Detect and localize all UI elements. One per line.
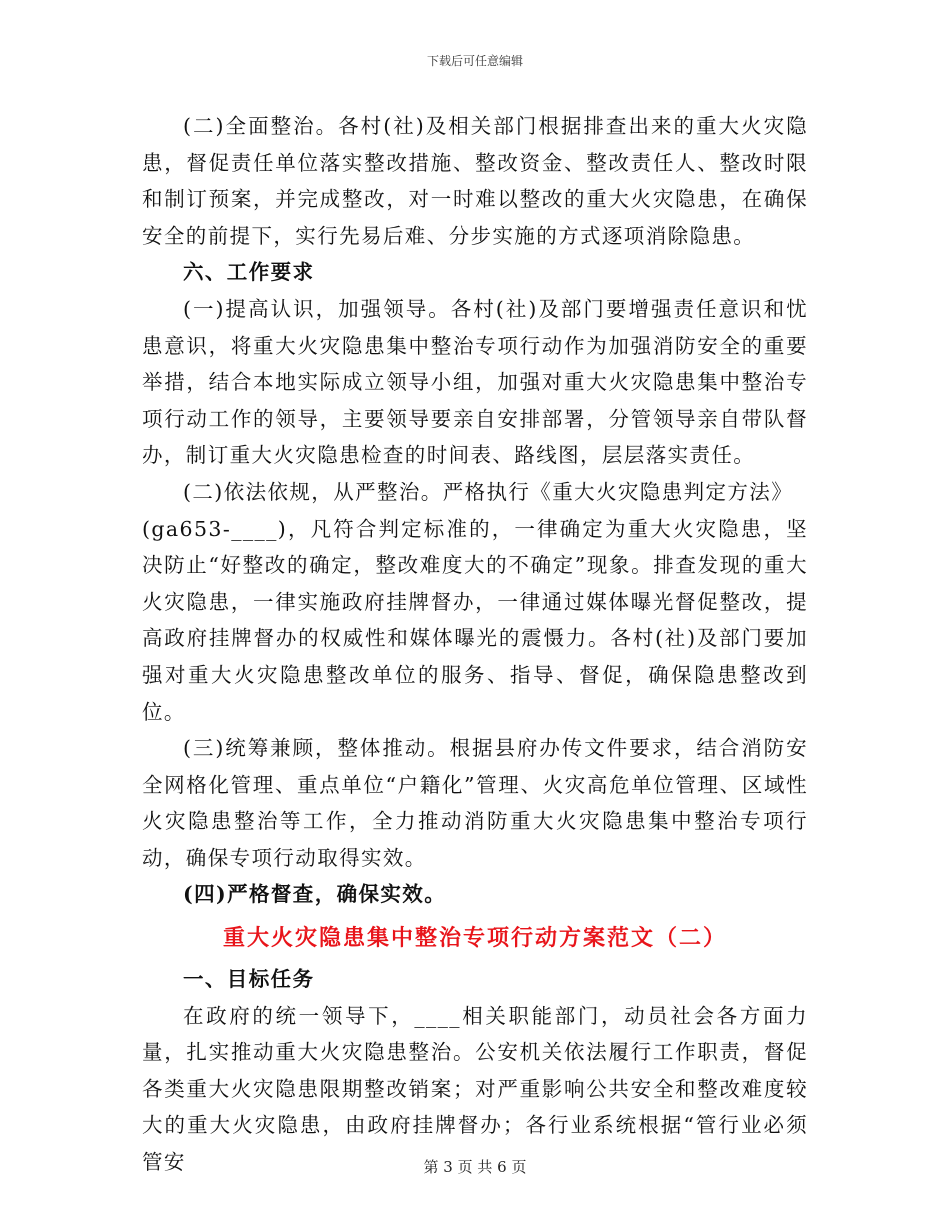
paragraph-comprehensive-rectification: (二)全面整治。各村(社)及相关部门根据排查出来的重大火灾隐患，督促责任单位落实整改措施、整改资金、整改责任人、整改时限和制订预案，并完成整改，对一时难以整改的重大火灾隐患，在确保安全的前提下，实行先易后难、分步实施的方式逐项消除隐患。 xyxy=(142,114,808,248)
document-body xyxy=(142,108,808,1181)
page-footer: 第 3 页 共 6 页 xyxy=(423,1158,527,1176)
paragraph-raise-awareness: (一)提高认识，加强领导。各村(社)及部门要增强责任意识和忧患意识，将重大火灾隐患集中整治专项行动作为加强消防安全的重要举措，结合本地实际成立领导小组，加强对重大火灾隐患集中整治专项行动工作的领导，主要领导要亲自安排部署，分管领导亲自带队督办，制订重大火灾隐患检查的时间表、路线图，层层落实责任。 xyxy=(142,296,808,468)
section-heading-goals: 一、目标任务 xyxy=(183,967,315,992)
page-header: 下载后可任意编辑 xyxy=(426,54,523,68)
paragraph-lawful-rectification: (二)依法依规，从严整治。严格执行《重大火灾隐患判定方法》 xyxy=(183,479,794,504)
section-heading-work-requirements: 六、工作要求 xyxy=(183,260,315,285)
paragraph-lawful-rectification-cont: (ga653-____)，凡符合判定标准的，一律确定为重大火灾隐患，坚决防止“好整改的确定，整改难度大的不确定”现象。排查发现的重大火灾隐患，一律实施政府挂牌督办，一律通过媒体曝光督促整改，提高政府挂牌督办的权威性和媒体曝光的震慑力。各村(社)及部门要加强对重大火灾隐患整改单位的服务、指导、督促，确保隐患整改到位。 xyxy=(142,516,808,724)
paragraph-strict-supervision: (四)严格督查，确保实效。 xyxy=(183,882,447,907)
document-title: 重大火灾隐患集中整治专项行动方案范文（二） xyxy=(222,925,727,952)
paragraph-goals: 在政府的统一领导下，____相关职能部门，动员社会各方面力量，扎实推动重大火灾隐患整治。公安机关依法履行工作职责，督促各类重大火灾隐患限期整改销案；对严重影响公共安全和整改难度较大的重大火灾隐患，由政府挂牌督办；各行业系统根据“管行业必须管安 xyxy=(142,1003,808,1175)
paragraph-overall-planning: (三)统筹兼顾，整体推动。根据县府办传文件要求，结合消防安全网格化管理、重点单位“户籍化”管理、火灾高危单位管理、区域性火灾隐患整治等工作，全力推动消防重大火灾隐患集中整治专项行动，确保专项行动取得实效。 xyxy=(142,736,808,870)
